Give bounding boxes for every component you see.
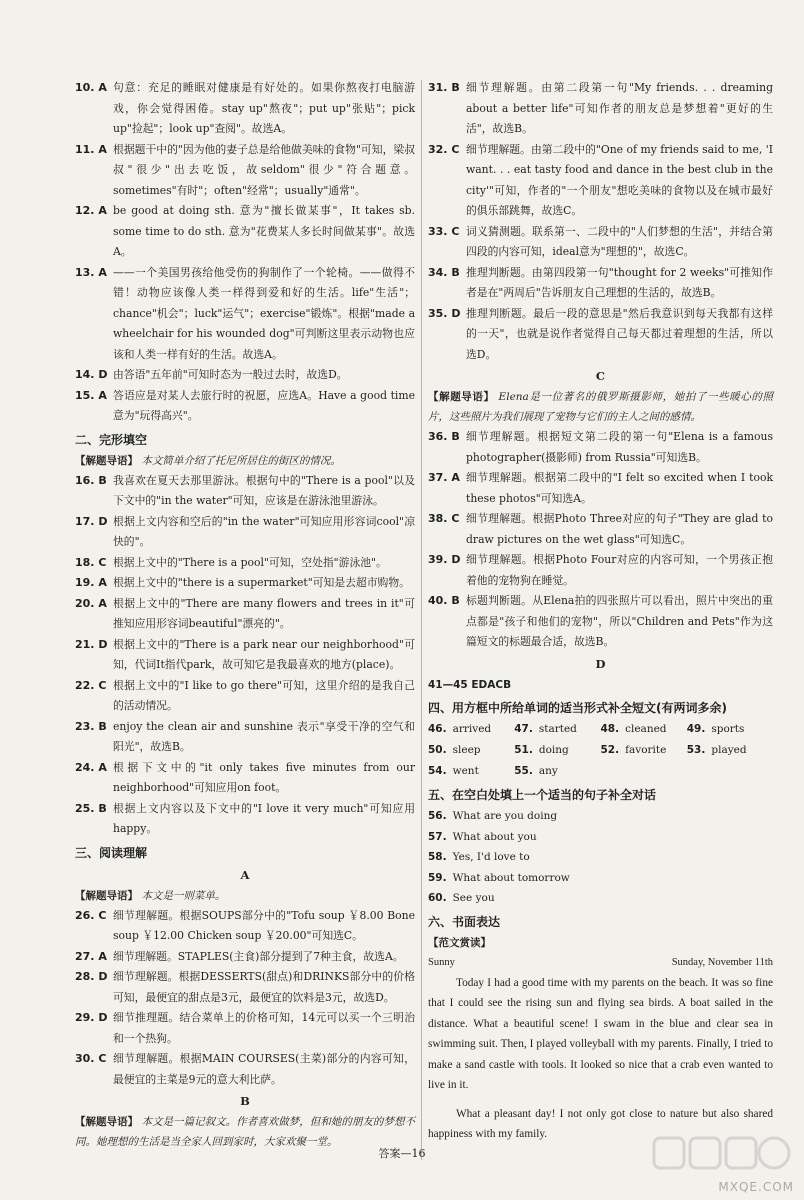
answer-17: 17. D 根据上文内容和空后的"in the water"可知应用形容词cool"凉快的"。 (75, 514, 415, 548)
word-answer: 51. doing (514, 744, 569, 756)
part-a-heading: A (240, 867, 250, 882)
word-answer: 48. cleaned (600, 723, 667, 735)
word-answer: 49. sports (686, 723, 745, 735)
dialog-answer: 59. What about tomorrow (428, 871, 570, 884)
word-answer: 52. favorite (600, 744, 667, 756)
part-c-heading: C (595, 369, 606, 383)
answer-21: 21. D 根据上文中的"There is a park near our neighborhood"可知，代词It指代park，故可知它是我最喜欢的地方(place)。 (75, 637, 415, 671)
answer-22: 22. C 根据上文中的"I like to go there"可知，这里介绍的是我自己的活动情况。 (75, 678, 415, 712)
guide-part-a: 【解题导语】 本文是一则菜单。 (75, 889, 226, 902)
watermark-text: MXQE.COM (718, 1180, 794, 1194)
answer-27: 27. A 细节理解题。STAPLES(主食)部分提到了7种主食，故选A。 (75, 949, 404, 963)
essay-date: Sunday, November 11th (671, 956, 773, 968)
word-answer: 46. arrived (428, 723, 492, 735)
answer-16: 16. B 我喜欢在夏天去那里游泳。根据句中的"There is a pool"以及下文中的"in the water"可知，应该是在游泳池里游泳。 (75, 473, 415, 507)
answer-34: 34. B 推理判断题。由第四段第一句"thought for 2 weeks"可推知作者是在"两周后"告诉朋友自己理想的生活的，故选B。 (428, 265, 773, 299)
answer-23: 23. B enjoy the clean air and sunshine 表示"享受干净的空气和阳光"，故选B。 (75, 719, 415, 753)
left-column (75, 78, 415, 1152)
word-fill-answers (428, 719, 773, 782)
guide-part-b: 【解题导语】 本文是一篇记叙文。作者喜欢做梦，但和她的朋友的梦想不同。她理想的生活是当全家人回到家时，大家欢聚一堂。 (75, 1116, 415, 1148)
answer-29: 29. D 细节推理题。结合菜单上的价格可知，14元可以买一个三明治和一个热狗。 (75, 1011, 415, 1045)
section-heading-word-fill: 四、用方框中所给单词的适当形式补全短文(有两词多余) (428, 701, 727, 715)
answer-10: 10. A 句意：充足的睡眠对健康是有好处的。如果你熬夜打电脑游戏，你会觉得困倦。stay up"熬夜"；put up"张贴"；pick up"捡起"；look up"查阅"。故选A。 (75, 81, 415, 135)
answer-36: 36. B 细节理解题。根据短文第二段的第一句"Elena is a famous photographer(摄影师) from Russia"可知选B。 (428, 430, 773, 464)
essay-tag: 【范文赏读】 (428, 936, 491, 949)
right-column (428, 78, 773, 1145)
column-divider (421, 80, 422, 1160)
answer-14: 14. D 由答语"五年前"可知时态为一般过去时，故选D。 (75, 368, 348, 381)
answer-11: 11. A 根据题干中的"因为他的妻子总是给他做美味的食物"可知，梁叔叔"很少"出去吃饭，故seldom"很少"符合题意。sometimes"有时"；often"经常"；usually"通常"。 (75, 142, 415, 197)
answer-35: 35. D 推理判断题。最后一段的意思是"然后我意识到每天我都有这样的一天"，也就是说作者觉得自己每天都过着理想的生活，所以选D。 (428, 306, 773, 361)
guide-part-c: 【解题导语】 Elena是一位著名的俄罗斯摄影师，她拍了一些暖心的照片，这些照片为我们展现了宠物与它们的主人之间的感情。 (428, 391, 773, 423)
section-heading-cloze: 二、完形填空 (75, 432, 148, 447)
answer-39: 39. D 细节理解题。根据Photo Four对应的内容可知，一个男孩正抱着他的宠物狗在睡觉。 (428, 553, 773, 587)
essay-weather: Sunny (428, 956, 455, 968)
answer-25: 25. B 根据上文内容以及下文中的"I love it very much"可知应用happy。 (75, 801, 415, 835)
answer-32: 32. C 细节理解题。由第二段中的"One of my friends said to me, 'I want. . . eat tasty food and dance in the best club in the city'"可知，作者的"一个朋友"想吃美味的食物以及在城市最好的俱乐部跳舞，故选C。 (428, 142, 773, 217)
answer-40: 40. B 标题判断题。从Elena拍的四张照片可以看出，照片中突出的重点都是"孩子和他们的宠物"，所以"Children and Pets"作为这篇短文的标题最合适，故选B。 (428, 594, 773, 648)
answer-24: 24. A 根据下文中的"it only takes five minutes from our neighborhood"可知应用on foot。 (75, 760, 415, 794)
essay-paragraph-1: Today I had a good time with my parents on the beach. It was so fine that I could see the rising sun and flying sea birds. A boat sailed in the distance. What a beautiful scene! I swam in the blue and clear sea in swimming suit. Then, I played volleyball with my parents. Finally, I tried to make a sand castle with tools. It looked so nice that a crab even wanted to live in it. (428, 976, 773, 1091)
answer-12: 12. A be good at doing sth. 意为"擅长做某事"，It takes sb. some time to do sth. 意为"花费某人多长时间做某事"。故选A。 (75, 204, 415, 258)
answer-37: 37. A 细节理解题。根据第二段中的"I felt so excited when I took these photos"可知选A。 (428, 471, 773, 505)
answer-26: 26. C 细节理解题。根据SOUPS部分中的"Tofu soup ￥8.00 Bone soup ￥12.00 Chicken soup ￥20.00"可知选C。 (75, 908, 415, 942)
answer-20: 20. A 根据上文中的"There are many flowers and trees in it"可推知应用形容词beautiful"漂亮的"。 (75, 596, 415, 630)
page-footer: 答案—16 (378, 1147, 426, 1160)
answer-31: 31. B 细节理解题。由第二段第一句"My friends. . . dreaming about a better life"可知作者的朋友总是梦想着"更好的生活"，故选B。 (428, 81, 773, 135)
answer-13: 13. A ——一个美国男孩给他受伤的狗制作了一个轮椅。——做得不错！动物应该像人类一样得到爱和好的生活。life"生活"；chance"机会"；luck"运气"；exercise"锻炼"。根据"made a wheelchair for his wounded dog"可判断这里表示动物也应该和人类一样有好的生活。故选A。 (75, 265, 415, 361)
dialog-answer: 60. See you (428, 892, 495, 904)
dialog-answer: 56. What are you doing (428, 810, 558, 822)
section-heading-reading: 三、阅读理解 (75, 845, 148, 860)
answer-38: 38. C 细节理解题。根据Photo Three对应的句子"They are glad to draw pictures on the wet glass"可知选C。 (428, 512, 773, 546)
section-heading-writing: 六、书面表达 (428, 914, 501, 929)
part-b-heading: B (240, 1094, 250, 1108)
guide-cloze: 【解题导语】 本文简单介绍了托尼所居住的街区的情况。 (75, 454, 341, 467)
answer-30: 30. C 细节理解题。根据MAIN COURSES(主菜)部分的内容可知，最便宜的主菜是9元的意大利比萨。 (75, 1052, 415, 1086)
part-d-heading: D (595, 656, 606, 671)
answer-18: 18. C 根据上文中的"There is a pool"可知，空处指"游泳池"。 (75, 555, 387, 569)
answer-28: 28. D 细节理解题。根据DESSERTS(甜点)和DRINKS部分中的价格可知，最便宜的甜点是3元，最便宜的饮料是3元，故选D。 (75, 970, 415, 1004)
section-heading-dialog: 五、在空白处填上一个适当的句子补全对话 (428, 788, 657, 802)
word-answer: 53. played (686, 744, 747, 756)
word-answer: 47. started (514, 723, 577, 735)
word-answer: 55. any (514, 765, 558, 777)
essay-paragraph-2: What a pleasant day! I not only got close to nature but also shared happiness with my family. (428, 1107, 773, 1140)
word-answer: 50. sleep (428, 744, 481, 756)
answer-15: 15. A 答语应是对某人去旅行时的祝愿，应选A。Have a good time意为"玩得高兴"。 (75, 388, 415, 422)
dialog-answer: 58. Yes, I'd love to (428, 851, 530, 863)
answer-19: 19. A 根据上文中的"there is a supermarket"可知是去超市购物。 (75, 576, 410, 589)
model-essay (428, 973, 773, 1145)
essay-header (428, 953, 773, 973)
dialog-answer: 57. What about you (428, 830, 537, 843)
answer-33: 33. C 词义猜测题。联系第一、二段中的"人们梦想的生活"，并结合第四段的内容可知，ideal意为"理想的"，故选C。 (428, 224, 773, 258)
answer-41-45: 41—45 EDACB (428, 678, 512, 691)
word-answer: 54. went (428, 765, 479, 777)
